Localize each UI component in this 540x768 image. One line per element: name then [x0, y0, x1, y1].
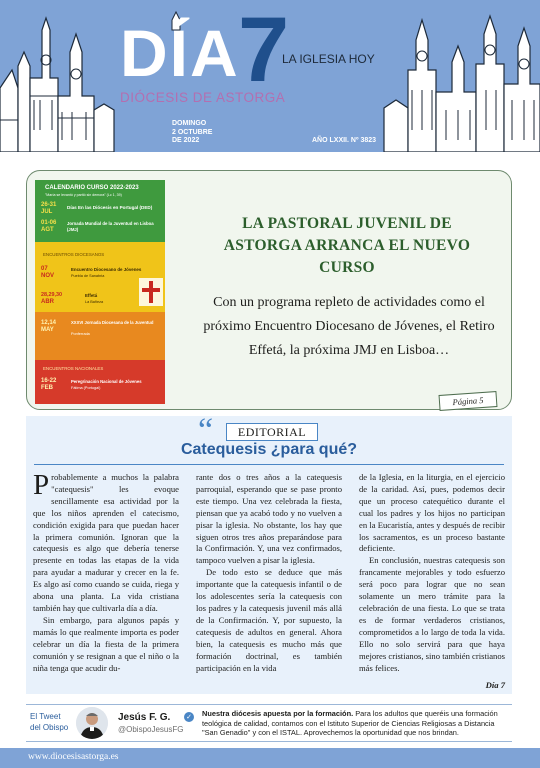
editorial-column-3 — [359, 472, 505, 692]
issue-day-month: 2 OCTUBRE — [172, 128, 213, 136]
issue-date — [172, 120, 212, 146]
poster-event-date: 12,14 — [41, 320, 57, 326]
brand-dia: DÍA — [120, 16, 240, 90]
issue-year: DE 2022 — [172, 137, 200, 144]
editorial-kicker: EDITORIAL — [226, 423, 318, 441]
poster-event-place: Fátima (Portugal) — [71, 386, 101, 390]
person-icon — [76, 707, 108, 739]
poster-motto: "María se levantó y partió sin demora" (Lc 1, 39) — [45, 193, 122, 197]
editorial-paragraph-text: robablemente a muchos la palabra "catequesis" les evoque sencillamente esa actividad por la que los niños aprenden el catecismo, condición exigida para que puedan hacer la primera comunión. Ignoran que la catequesis es algo que debería tenerse presente en todas las etapas de la vida para ayudar a madurar y crecer en la fe. Es algo así como cuando se cuida, riega y abona una planta. La vida cristiana también hay que cultivarla día a día. — [33, 472, 179, 613]
poster-event-name: XXXVI Jornada Diocesana de la Juventud — [71, 320, 154, 325]
poster-event-date: 01-06 — [41, 220, 57, 226]
issue-weekday: DOMINGO — [172, 120, 207, 127]
website-link[interactable]: www.diocesisastorga.es — [28, 752, 119, 762]
tweet-lead: Nuestra diócesis apuesta por la formación. — [202, 709, 354, 718]
poster-event-name: Jornada Mundial de la Juventud en Lisboa (JMJ) — [67, 221, 154, 232]
poster-event-date: 16-22 — [41, 378, 57, 384]
poster-event-place: La Bañeza — [85, 300, 104, 304]
drop-cap: P — [33, 469, 50, 501]
poster-event-date: 26-31 — [41, 202, 57, 208]
poster-event-month: MAY — [41, 327, 54, 333]
tweet-body: Para los adultos que queréis una formación teológica de calidad, contamos con el Istituto Superior de Ciencias Religiosas a Distancia "San Genadio" y con el ISTAL. Aprovechemos la oportunidad que nos brindan. — [202, 709, 498, 737]
tweet-author-name[interactable]: Jesús F. G. — [118, 712, 171, 723]
feature-subheadline: Con un programa repleto de actividades como el próximo Encuentro Diocesano de Jóvenes, el Retiro Effetá, la próxima JMJ en Lisboa… — [203, 295, 495, 358]
poster-event-name: Encuentro Diocesano de Jóvenes — [71, 267, 142, 272]
calendar-poster — [35, 180, 165, 404]
poster-heading: CALENDARIO CURSO 2022-2023 — [45, 185, 139, 191]
poster-event-date: 07 — [41, 266, 48, 272]
footer-bar — [0, 748, 540, 768]
editorial-section — [26, 412, 512, 694]
poster-event-name: Peregrinación Nacional de Jóvenes — [71, 379, 142, 384]
poster-event-date: 28,29,30 — [41, 292, 62, 298]
editorial-paragraph: de la Iglesia, en la liturgia, en el ejercicio de la caridad. Así, pues, podemos decir que un proceso catequético durante el cual los padres y los hijos no participan en la Eucaristía, antes y después de recibir los sacramentos, es un proceso bastante deficiente. — [359, 472, 505, 554]
poster-section-national: ENCUENTROS NACIONALES — [43, 366, 104, 371]
editorial-paragraph: rante dos o tres años a la catequesis parroquial, esperando que se pase pronto este tiempo. Una vez celebrada la fiesta, piensan que ya acabó todo y no vuelven a pisar la iglesia. No obstante, los hay que siguen otros tres años preparándose para la Confirmación. Y, una vez confirmados, tampoco vuelven a pisar la iglesia. — [196, 472, 342, 566]
poster-event-month: AGT — [41, 227, 54, 233]
page-reference-tag[interactable]: Página 5 — [439, 391, 498, 411]
feature-headline: LA PASTORAL JUVENIL DE ASTORGA ARRANCA EL NUEVO CURSO — [223, 215, 471, 276]
poster-event-name: Effetá — [85, 293, 98, 298]
poster-event-place: Puebla de Sanabria — [71, 274, 105, 278]
poster-event-name: Días En las Diócesis en Portugal (DED) — [67, 205, 153, 210]
editorial-column-2 — [196, 472, 342, 674]
jmj-logo-icon — [139, 278, 163, 306]
editorial-paragraph: De todo esto se deduce que más importante que la catequesis infantil o de los adolescentes sería la catequesis con los padres y la catequesis juvenil más allá de la Confirmación. Y, por supuesto, la catequesis de adultos en general. Ahora bien, la catequesis es mucho más que formación doctrinal, es también participación en la vida — [196, 567, 342, 673]
tweet-section-label: El Tweet del Obispo — [30, 712, 69, 732]
tweet-text — [202, 709, 508, 738]
verified-badge-icon: ✓ — [184, 712, 194, 722]
diocese-name: DIÓCESIS DE ASTORGA — [120, 90, 286, 105]
poster-section-diocesan: ENCUENTROS DIOCESANOS — [43, 252, 105, 257]
issue-number: AÑO LXXII. Nº 3823 — [312, 137, 377, 144]
masthead — [0, 0, 540, 152]
avatar[interactable] — [76, 707, 108, 739]
editorial-signature: Día 7 — [485, 680, 505, 691]
poster-event-month: FEB — [41, 385, 53, 391]
poster-event-month: NOV — [41, 273, 55, 279]
poster-event-place: Ponferrada — [71, 332, 90, 336]
quote-mark-icon: “ — [198, 412, 214, 449]
editorial-column-1 — [33, 469, 179, 674]
brand-tagline: LA IGLESIA HOY — [282, 52, 375, 66]
editorial-title: Catequesis ¿para qué? — [180, 441, 358, 458]
feature-box — [26, 170, 512, 410]
bishop-tweet — [26, 704, 512, 742]
tweet-author-handle[interactable]: @ObispoJesusFG — [118, 725, 184, 734]
editorial-divider — [34, 464, 504, 465]
editorial-paragraph: En conclusión, nuestras catequesis son francamente mejorables y todo esfuerzo será poco para lograr que no sean solamente un mero trámite para la celebración de una fiesta. Lo que se trata es de formar verdaderos cristianos, comprometidos a lo largo de toda la vida. Ello no solo servirá para que haya mejores cristianos, sino también cristianos más felices. — [359, 555, 505, 673]
poster-event-month: ABR — [41, 299, 54, 305]
editorial-body — [33, 469, 509, 692]
editorial-paragraph: Sin embargo, para algunos papás y mamás lo que realmente importa es poder celebrar un día la fiesta de la primera comunión y se resignan a que el niño o la niña tenga que acudir du- — [33, 614, 179, 673]
editorial-paragraph — [33, 469, 179, 615]
brand-seven: 7 — [238, 0, 290, 101]
poster-event-month: JUL — [41, 209, 53, 215]
